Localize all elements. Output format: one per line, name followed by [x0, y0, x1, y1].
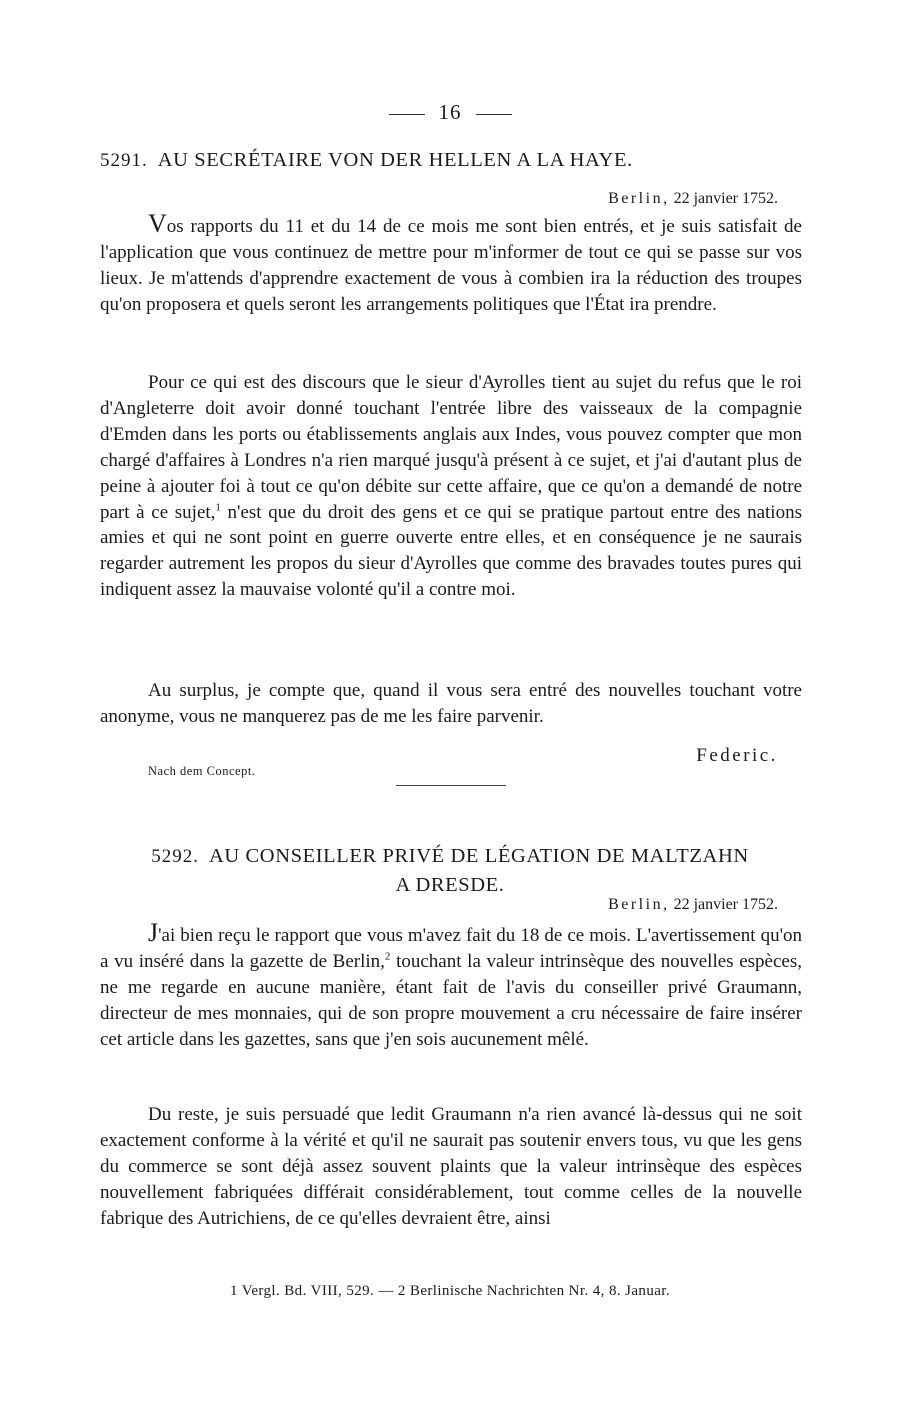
paragraph-text: Du reste, je suis persuadé que ledit Graumann n'a rien avancé là-dessus qui ne soit exactement conforme à la vérité et qu'il ne saurait pas soutenir envers tous, vu que les gens du commerce se sont déjà assez souvent plaints que la valeur intrinsèque des espèces nouvellement fabriquées différait considérablement, tout comme celles de la nouvelle fabrique des Autrichiens, de ce qu'elles devraient être, ainsi	[100, 1104, 802, 1229]
paragraph-text: os rapports du 11 et du 14 de ce mois me sont bien entrés, et je suis satisfait de l'application que vous continuez de mettre pour m'informer de tout ce qui se passe sur vos lieux. Je m'attends d'apprendre exactement de vous à combien ira la réduction des troupes qu'on proposera et quels seront les arrangements politiques que l'État ira prendre.	[100, 216, 802, 315]
letter-5292-paragraph-2	[100, 1102, 802, 1232]
section-divider	[396, 785, 506, 786]
letter-5292-heading	[100, 842, 800, 900]
source-note: Nach dem Concept.	[148, 764, 256, 778]
letter-5291-paragraph-2	[100, 370, 802, 603]
date-text: 22 janvier 1752.	[673, 190, 778, 207]
page-number	[0, 100, 900, 125]
page-number-dash-right	[476, 114, 512, 115]
letter-number: 5291.	[100, 150, 148, 171]
initial-letter: V	[148, 209, 167, 238]
paragraph-text: 'ai bien reçu le rapport que vous m'avez fait du 18 de ce mois. L'avertissement qu'on a vu inséré dans la gazette de Berlin,	[100, 925, 802, 972]
date-text: 22 janvier 1752.	[673, 896, 778, 913]
letter-title-line-2: A DRESDE.	[395, 874, 505, 896]
paragraph-text: touchant la valeur intrinsèque des nouvelles espèces, ne me regarde en aucune manière, étant fait de l'avis du conseiller privé Graumann, directeur de mes monnaies, qui de son propre mouvement a cru nécessaire de faire insérer cet article dans les gazettes, sans que j'en sois aucunement mêlé.	[100, 950, 802, 1050]
letter-number: 5292.	[151, 846, 199, 867]
letter-5291-paragraph-1	[100, 209, 802, 318]
initial-letter: J	[148, 918, 159, 947]
date-city: Berlin,	[608, 190, 670, 207]
letter-5292-paragraph-1	[100, 918, 802, 1053]
footnote-ref: 1	[215, 501, 221, 514]
date-city: Berlin,	[608, 896, 670, 913]
letter-5292-date	[608, 896, 778, 914]
footnote-ref: 2	[384, 950, 391, 963]
page-number-text: 16	[438, 100, 462, 124]
paragraph-text: Pour ce qui est des discours que le sieur d'Ayrolles tient au sujet du refus que le roi d'Angleterre doit avoir donné touchant l'entrée libre des vaisseaux de la compagnie d'Emden dans les ports ou établissements anglais aux Indes, vous pouvez compter que mon chargé d'affaires à Londres n'a rien marqué jusqu'à présent à ce sujet, et j'ai d'autant plus de peine à ajouter foi à tout ce qu'on débite sur cette affaire, que ce qu'on a demandé de notre part à ce sujet,	[100, 372, 802, 523]
heading-line-1	[100, 842, 800, 871]
page-number-dash-left	[389, 114, 425, 115]
letter-title: AU SECRÉTAIRE VON DER HELLEN A LA HAYE.	[157, 149, 633, 171]
letter-title: AU CONSEILLER PRIVÉ DE LÉGATION DE MALTZAHN	[208, 845, 749, 867]
footnotes: 1 Vergl. Bd. VIII, 529. — 2 Berlinische Nachrichten Nr. 4, 8. Januar.	[229, 1283, 671, 1299]
paragraph-text: Au surplus, je compte que, quand il vous sera entré des nouvelles touchant votre anonyme, vous ne manquerez pas de me les faire parvenir.	[100, 680, 802, 727]
letter-5291-date	[608, 190, 778, 208]
signature: Federic.	[696, 745, 778, 766]
paragraph-text: n'est que du droit des gens et ce qui se pratique partout entre des nations amies et qui ne sont point en guerre ouverte entre elles, et en conséquence je ne saurais regarder autrement les propos du sieur d'Ayrolles que comme des bravades toutes pures qui indiquent assez la mauvaise volonté qu'il a contre moi.	[100, 501, 802, 601]
letter-5291-heading	[100, 146, 800, 175]
letter-5291-paragraph-3	[100, 678, 802, 730]
